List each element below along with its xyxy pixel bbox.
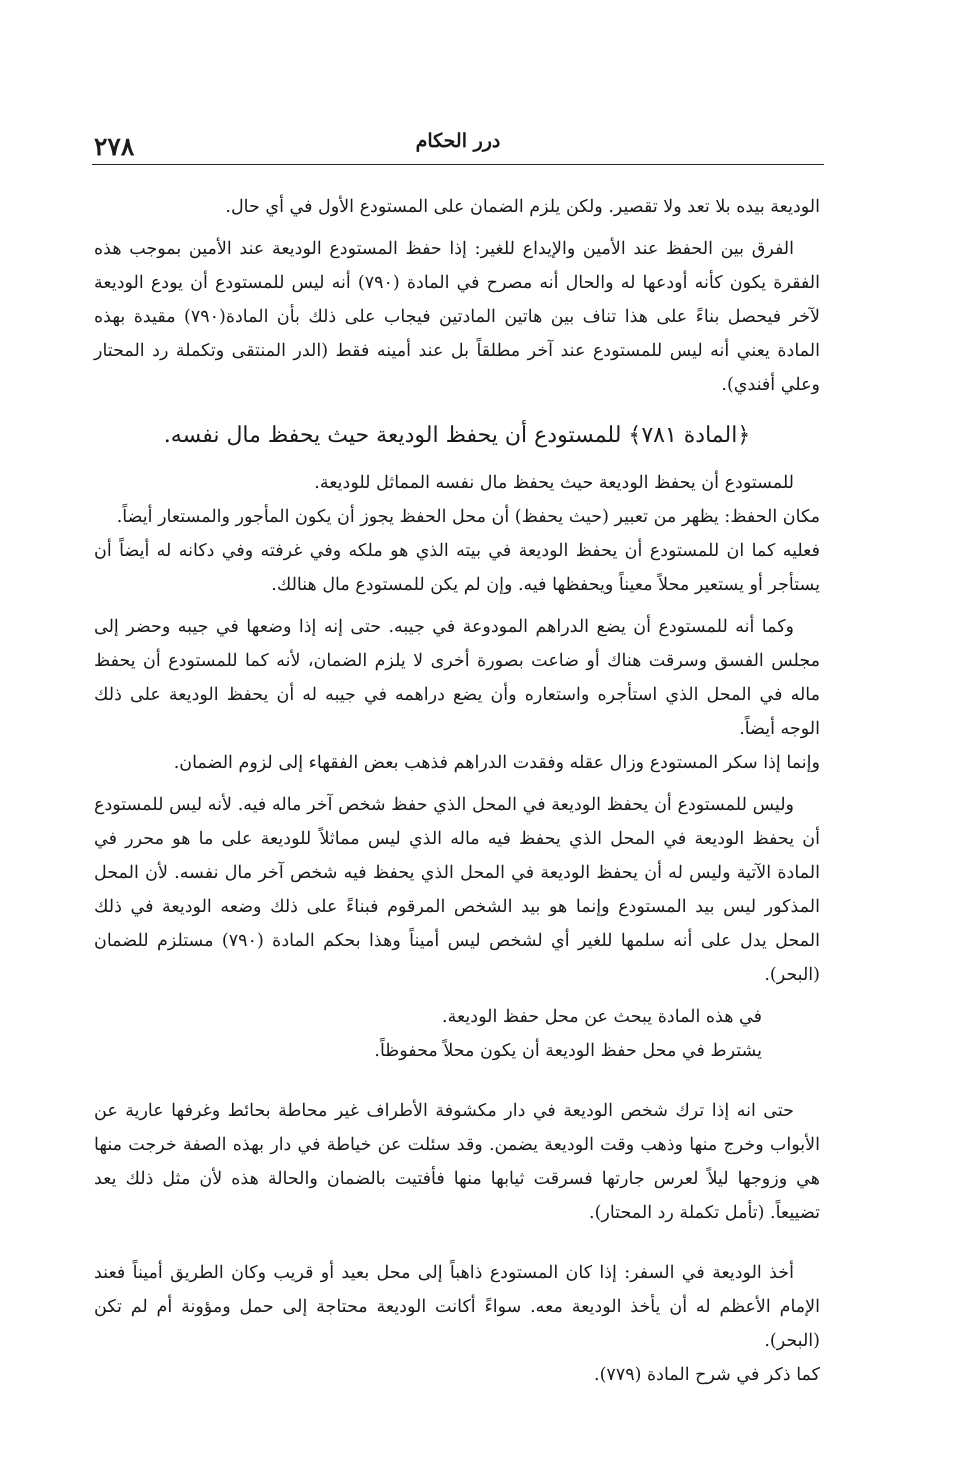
running-title: درر الحكام — [415, 130, 501, 152]
paragraph-reference: كما ذكر في شرح المادة (٧٧٩). — [594, 1365, 820, 1385]
note-line-1: في هذه المادة يبحث عن محل حفظ الوديعة. — [442, 1007, 762, 1027]
page-body — [94, 190, 820, 1392]
paragraph-travel: أخذ الوديعة في السفر: إذا كان المستودع ذاهباً إلى محل بعيد أو قريب وكان الطريق أميناً فعند الإمام الأعظم له أن يأخذ الوديعة معه. سواءً أكانت الوديعة محتاجة إلى حمل ومؤونة أم لم تكن (البحر). — [94, 1263, 820, 1351]
paragraph-pocket: وكما أنه للمستودع أن يضع الدراهم المودوعة في جيبه. حتى إنه إذا وضعها في جيبه وحضر إلى مجلس الفسق وسرقت هناك أو ضاعت بصورة أخرى لا يلزم الضمان، لأنه كما للمستودع أن يحفظ ماله في المحل الذي استأجره واستعاره وأن يضع دراهمه في جيبه له أن يحفظ الوديعة على ذلك الوجه أيضاً. — [94, 617, 820, 739]
paragraph-open-house: حتى انه إذا ترك شخص الوديعة في دار مكشوفة الأطراف غير محاطة بحائط وغرفها عارية عن الأبواب وخرج منها وذهب وقت الوديعة يضمن. وقد سئلت عن خياطة في دار بهذه الصفة خرجت منها هي وزوجها ليلاً لعرس جارتها فسرقت ثيابها منها فأفتيت بالضمان والحالة هذه لأن مثل ذلك يعد تضييعاً. (تأمل تكملة رد المحتار). — [94, 1101, 820, 1223]
paragraph-article-restatement: للمستودع أن يحفظ الوديعة حيث يحفظ مال نفسه المماثل للوديعة. — [314, 473, 794, 493]
page-number: ٢٧٨ — [94, 132, 135, 161]
paragraph-drunk: وإنما إذا سكر المستودع وزال عقله وفقدت الدراهم فذهب بعض الفقهاء إلى لزوم الضمان. — [173, 753, 820, 773]
page-header — [92, 128, 824, 165]
paragraph-continuation: الوديعة بيده بلا تعد ولا تقصير. ولكن يلزم الضمان على المستودع الأول في أي حال. — [225, 197, 820, 217]
note-line-2: يشترط في محل حفظ الوديعة أن يكون محلاً محفوظاً. — [374, 1041, 762, 1061]
paragraph-place-of-keeping: مكان الحفظ: يظهر من تعبير (حيث يحفظ) أن محل الحفظ يجوز أن يكون المأجور والمستعار أيضاً. — [116, 507, 820, 527]
article-title: ﴿المادة ٧٨١﴾ للمستودع أن يحفظ الوديعة حيث يحفظ مال نفسه. — [163, 423, 751, 448]
note-block — [94, 1000, 820, 1068]
paragraph-other-person-place: وليس للمستودع أن يحفظ الوديعة في المحل الذي حفظ شخص آخر ماله فيه. لأنه ليس للمستودع أن يحفظ الوديعة في المحل الذي يحفظ فيه ماله الذي ليس مماثلاً للوديعة على ما هو محرر في المادة الآتية وليس له أن يحفظ الوديعة في المحل الذي يحفظ فيه شخص آخر مال نفسه. لأن المحل المذكور ليس بيد المستودع وإنما هو بيد الشخص المرقوم فبناءً على ذلك وضعه الوديعة في ذلك المحل يدل على أنه سلمها للغير أي لشخص ليس أميناً وهذا بحكم المادة (٧٩٠) مستلزم للضمان (البحر). — [94, 795, 820, 985]
paragraph-difference-amin: الفرق بين الحفظ عند الأمين والإيداع للغير: إذا حفظ المستودع الوديعة عند الأمين بموجب هذه الفقرة يكون كأنه أودعها له والحال أنه مصرح في المادة (٧٩٠) أنه ليس للمستودع أن يودع الوديعة لآخر فيحصل بناءً على هذا تناف بين هاتين المادتين فيجاب على ذلك بأن المادة(٧٩٠) مقيدة بهذه المادة يعني أنه ليس للمستودع عند آخر مطلقاً بل عند أمينه فقط (الدر المنتقى وتكملة رد المحتار وعلي أفندي). — [94, 239, 820, 395]
paragraph-rent-or-borrow: فعليه كما ان للمستودع أن يحفظ الوديعة في بيته الذي هو ملكه وفي غرفته وفي دكانه له أيضاً أن يستأجر أو يستعير محلاً معيناً ويحفظها فيه. وإن لم يكن للمستودع مال هنالك. — [94, 541, 820, 595]
